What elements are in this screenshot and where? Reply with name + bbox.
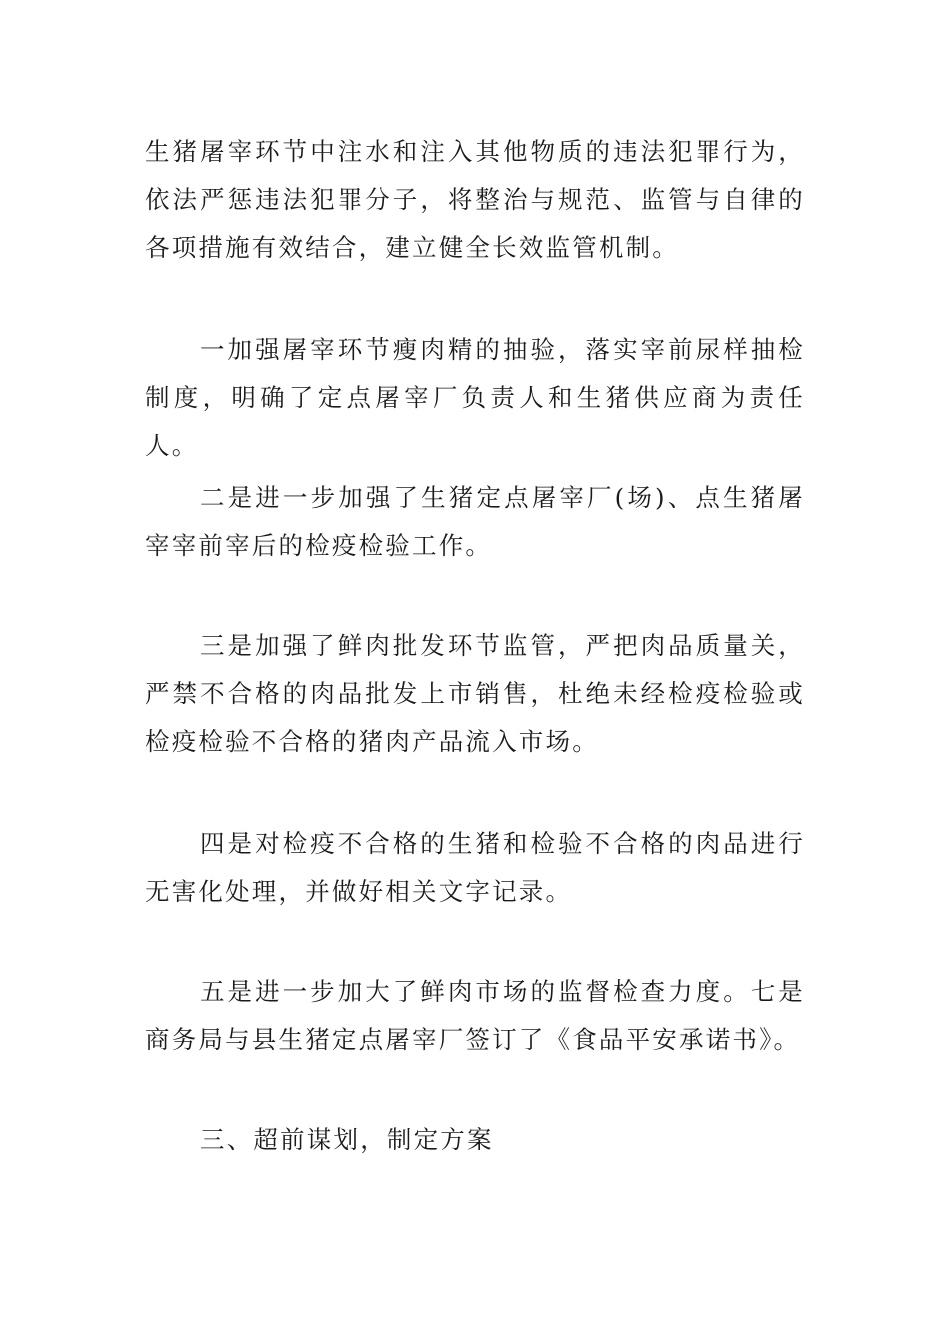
- paragraph-item-4: 四是对检疫不合格的生猪和检验不合格的肉品进行无害化处理，并做好相关文字记录。: [145, 829, 805, 906]
- section-heading: 三、超前谋划，制定方案: [200, 1125, 494, 1154]
- paragraph-item-3: 三是加强了鲜肉批发环节监管，严把肉品质量关，严禁不合格的肉品批发上市销售，杜绝未经检疫检验或检疫检验不合格的猪肉产品流入市场。: [145, 631, 805, 756]
- paragraph-continuation: 生猪屠宰环节中注水和注入其他物质的违法犯罪行为，依法严惩违法犯罪分子，将整治与规范、监管与自律的各项措施有效结合，建立健全长效监管机制。: [145, 137, 805, 262]
- paragraph-item-5: 五是进一步加大了鲜肉市场的监督检查力度。七是商务局与县生猪定点屠宰厂签订了《食品平安承诺书》。: [145, 977, 805, 1054]
- paragraph-item-2: 二是进一步加强了生猪定点屠宰厂(场)、点生猪屠宰宰前宰后的检疫检验工作。: [145, 483, 805, 560]
- paragraph-item-1: 一加强屠宰环节瘦肉精的抽验，落实宰前尿样抽检制度，明确了定点屠宰厂负责人和生猪供应商为责任人。: [145, 335, 805, 460]
